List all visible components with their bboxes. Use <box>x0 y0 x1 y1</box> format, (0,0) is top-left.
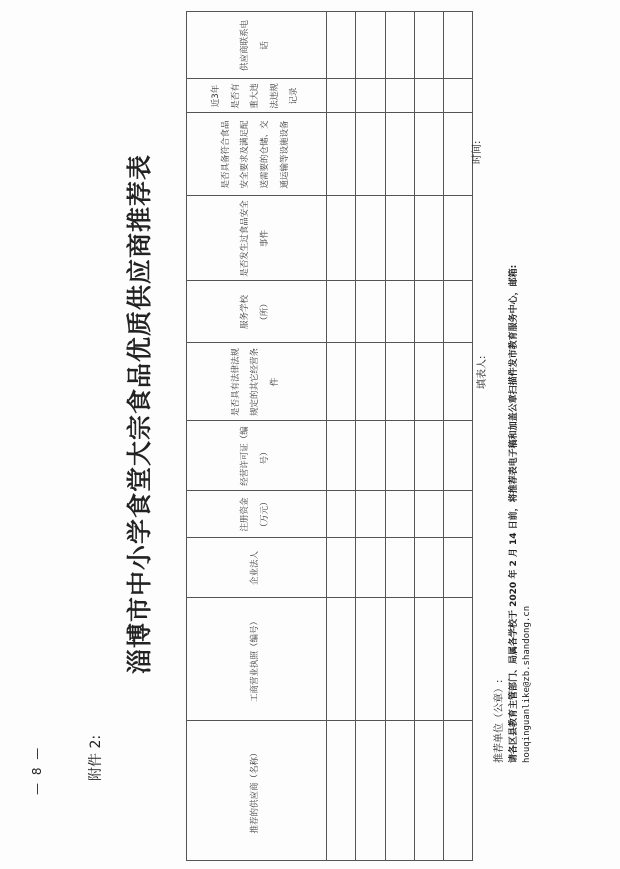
header-food-safety-incidents: 是否发生过食品安全事件 <box>240 200 270 277</box>
page-title: 淄博市中小学食堂大宗食品优质供应商推荐表 <box>125 153 154 674</box>
header-storage-transport-facilities: 是否具备符合食品安全要求及满足配送需要的仓储、交通运输等设施设备 <box>220 120 290 189</box>
header-divider <box>326 11 327 861</box>
header-business-license: 工商营业执照（编号） <box>250 617 261 703</box>
row-divider <box>385 11 386 861</box>
header-legal-person: 企业法人 <box>250 551 261 586</box>
page-number: — 8 — <box>30 745 44 795</box>
header-supplier-phone: 供应商联系电话 <box>240 20 270 72</box>
header-violation-record: 近3年是否有重大违法违规记录 <box>211 83 300 109</box>
header-supplier-name: 推荐的供应商（名称） <box>250 748 261 834</box>
header-other-conditions: 是否具有法律法规规定的其它经营条件 <box>230 348 280 417</box>
recommendation-table <box>186 11 472 861</box>
submission-email: houqinguanlike@zb.shandong.cn <box>522 605 532 763</box>
header-schools-served: 服务学校（所） <box>240 295 270 330</box>
header-registered-capital: 注册资金（万元） <box>240 497 270 532</box>
submission-note: 请各区县教育主管部门、局属各学校于 2020 年 2 月 14 日前，将推荐表电子稿和加盖公章扫描件发市教育服务中心，邮箱: <box>509 264 519 763</box>
filled-by-label: 填表人: <box>477 355 488 389</box>
row-divider <box>355 11 356 861</box>
recommending-unit-label: 推荐单位（公章）: <box>494 679 505 763</box>
time-label: 时间: <box>472 140 483 164</box>
row-divider <box>443 11 444 861</box>
row-divider <box>414 11 415 861</box>
attachment-label: 附件 2: <box>88 734 104 781</box>
header-operating-permit: 经营许可证（编号） <box>240 426 270 486</box>
table-border-bottom <box>472 11 473 861</box>
